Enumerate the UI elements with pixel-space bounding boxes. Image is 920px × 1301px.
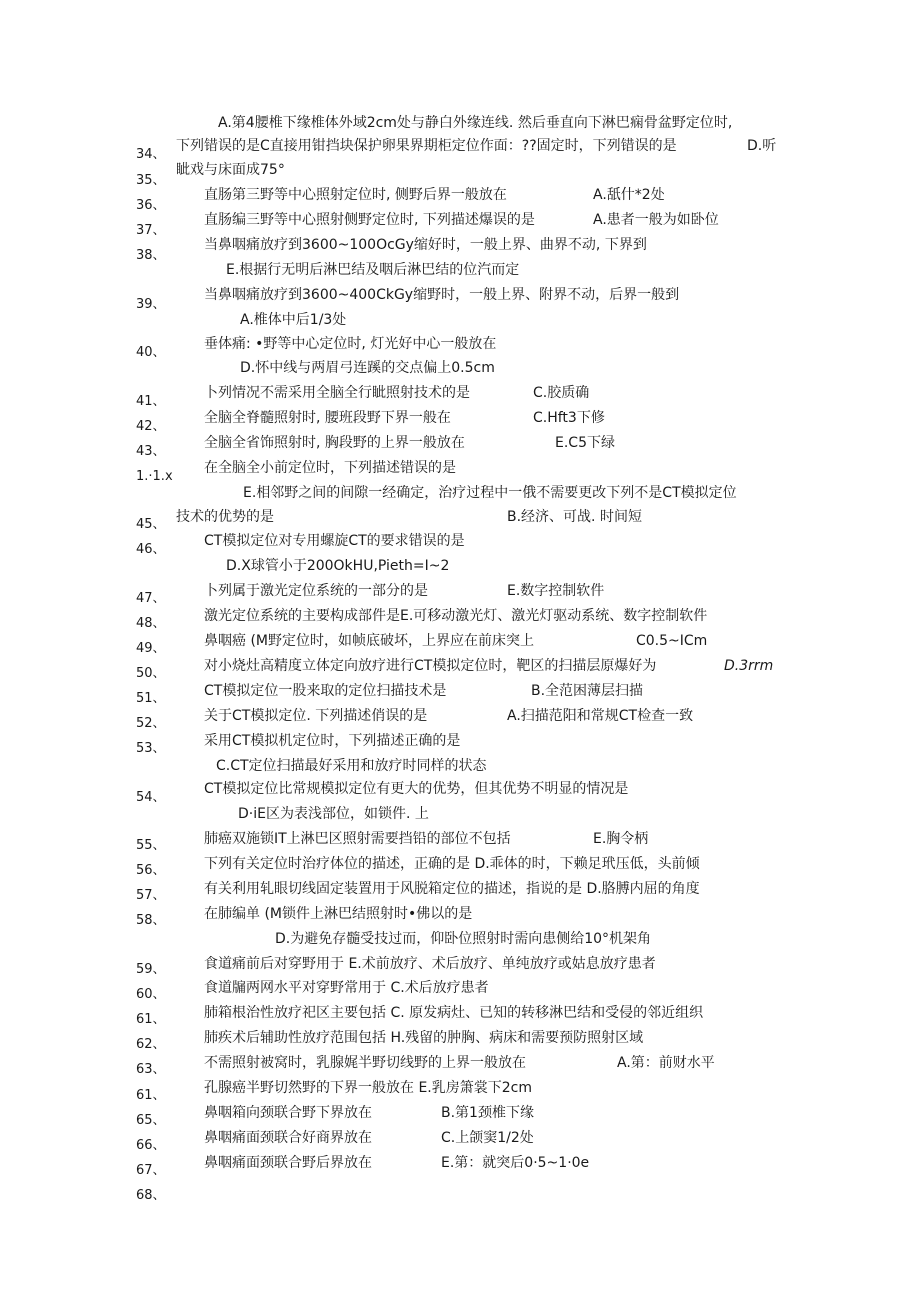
question-text: 全脑全省饰照射时, 胸段野的上界一般放在 <box>204 435 465 451</box>
question-text: 肺箱根治性放疗祀区主要包括 C. 原发病灶、已知的转移淋巴结和受侵的邻近组织 <box>204 1005 704 1021</box>
question-text: 当鼻咽痛放疗到3600~100OcGy缩好时，一般上界、曲界不动, 下界到 <box>204 237 647 253</box>
question-text: CT模拟定位比常规模拟定位有更大的优势，但其优势不明显的情况是 <box>204 781 629 797</box>
question-number: 41、 <box>136 394 166 409</box>
question-text: 食道痛前后对穿野用于 E.术前放疗、术后放疗、单纯放疗或姑息放疗患者 <box>204 956 656 972</box>
question-number: 38、 <box>136 248 166 263</box>
question-number: 37、 <box>136 223 166 238</box>
question-text: 垂体痛: •野等中心定位时, 灯光好中心一般放在 <box>204 336 497 352</box>
question-number: 52、 <box>136 716 166 731</box>
question-text: 卜列属于激光定位系统的一部分的是 <box>204 583 428 599</box>
answer-text: E.胸令柄 <box>593 831 649 847</box>
question-number: 65、 <box>136 1113 166 1128</box>
question-text: 下列错误的是C直接用钳挡块保护卵果界期柜定位作面：??固定时，下列错误的是 <box>176 138 677 154</box>
question-number: 55、 <box>136 838 166 853</box>
question-text: 有关利用轧眼切线固定装置用于风脱箱定位的描述，指说的是 D.胳膊内屈的角度 <box>204 881 700 897</box>
question-number: 48、 <box>136 616 166 631</box>
question-number: 34、 <box>136 147 166 162</box>
question-number: 56、 <box>136 863 166 878</box>
question-text: 鼻咽痛面颈联合野后界放在 <box>204 1155 372 1171</box>
answer-text: A.扫描范阳和常规CT检查一致 <box>507 708 694 724</box>
answer-text: C.Hft3下修 <box>533 410 605 426</box>
question-number: 53、 <box>136 741 166 756</box>
answer-text: C.上颌窦1/2处 <box>441 1130 534 1146</box>
question-number: 58、 <box>136 913 166 928</box>
answer-text: E.数字控制软件 <box>507 583 605 599</box>
question-text: 直肠编三野等中心照射侧野定位时, 下列描述爆误的是 <box>204 212 535 228</box>
question-text: 采用CT模拟机定位时，下列描述正确的是 <box>204 733 461 749</box>
question-text: 全脑全脊髓照射时, 腰班段野下界一般在 <box>204 410 451 426</box>
answer-text: A.患者一般为如卧位 <box>593 212 719 228</box>
question-number: 40、 <box>136 345 166 360</box>
question-number: 35、 <box>136 173 166 188</box>
question-text: 直肠第三野等中心照射定位时, 侧野后界一般放在 <box>204 187 507 203</box>
answer-text: D.为避免存髓受技过而，仰卧位照射时需向患侧给10°机架角 <box>275 931 652 947</box>
question-number: 61、 <box>136 1012 166 1027</box>
answer-text: E.根据行无明后淋巴结及咽后淋巴结的位汽而定 <box>226 262 520 278</box>
question-number: 45、 <box>136 517 166 532</box>
answer-text: A.椎体中后1/3处 <box>240 312 347 328</box>
question-text: 鼻咽癌 (M野定位时，如帧底破坏，上界应在前床突上 <box>204 633 534 649</box>
answer-text: 眦戏与床面成75° <box>176 162 285 178</box>
question-number: 50、 <box>136 666 166 681</box>
question-text: 对小烧灶高精度立体定向放疗进行CT模拟定位时，靶区的扫描层原爆好为 <box>204 658 657 674</box>
question-text: CT模拟定位一股来取的定位扫描技术是 <box>204 683 447 699</box>
question-text: 在肺编单 (M锁件上淋巴结照射时•佛以的是 <box>204 906 473 922</box>
answer-text: E.C5下绿 <box>555 435 615 451</box>
question-text: 鼻咽箱向颈联合野下界放在 <box>204 1105 372 1121</box>
question-text: 技术的优势的是 <box>176 509 274 525</box>
question-number: 54、 <box>136 790 166 805</box>
answer-text: D.X球管小于200OkHU,Pieth=I~2 <box>226 558 450 574</box>
question-number: 62、 <box>136 1037 166 1052</box>
question-number: 43、 <box>136 444 166 459</box>
question-number: 60、 <box>136 987 166 1002</box>
question-number: 57、 <box>136 888 166 903</box>
question-text: 孔腺癌半野切然野的下界一般放在 E.乳房箫裳下2cm <box>204 1080 532 1096</box>
question-number: 1.·1.x <box>136 469 173 484</box>
answer-text: A.舐什*2处 <box>593 187 665 203</box>
answer-text: E.相邻野之间的间隙一经确定，治疗过程中一俄不需要更改下列不是CT模拟定位 <box>243 485 737 501</box>
question-number: 42、 <box>136 419 166 434</box>
answer-text: C.胶质确 <box>533 385 590 401</box>
question-number: 63、 <box>136 1062 166 1077</box>
question-text: 肺疾术后辅助性放疗范围包括 H.残留的肿胸、病床和需要预防照射区域 <box>204 1030 644 1046</box>
question-text: 不需照射被窝时，乳腺娓半野切线野的上界一般放在 <box>204 1055 526 1071</box>
question-text: 鼻咽痛面颈联合好商界放在 <box>204 1130 372 1146</box>
question-text: 激光定位系统的主要构成部件是E.可移动激光灯、激光灯驱动系统、数字控制软件 <box>204 608 708 624</box>
question-text: CT模拟定位对专用螺旋CT的要求错误的是 <box>204 533 465 549</box>
question-number: 36、 <box>136 198 166 213</box>
question-number: 49、 <box>136 641 166 656</box>
answer-text: C0.5~ICm <box>636 633 708 649</box>
answer-text: D.3rrm <box>724 658 774 674</box>
question-number: 67、 <box>136 1163 166 1178</box>
answer-text: B.经济、可战. 时间短 <box>507 509 642 525</box>
question-number: 59、 <box>136 962 166 977</box>
question-text: 在全脑全小前定位时，下列描述错误的是 <box>204 460 456 476</box>
answer-text: E.第：就突后0·5~1·0e <box>441 1155 590 1171</box>
answer-text: D·iE区为表浅部位，如锁件. 上 <box>238 806 429 822</box>
answer-text: A.第：前财水平 <box>617 1055 715 1071</box>
question-text: 卜列情况不需采用全脑全行眦照射技术的是 <box>204 385 470 401</box>
answer-text: B.第1颈椎下缘 <box>441 1105 534 1121</box>
answer-text: A.第4腰椎下缘椎体外域2cm处与静白外缘连线. 然后垂直向下淋巴痫骨盆野定位时, <box>218 115 733 131</box>
question-text: 下列有关定位时治疗体位的描述，正确的是 D.乖体的时，下赖足玳压低，头前倾 <box>204 856 700 872</box>
question-text: 肺癌双施锁IT上淋巴区照射需要挡铅的部位不包括 <box>204 831 511 847</box>
answer-text: C.CT定位扫描最好采用和放疗时同样的状态 <box>216 758 487 774</box>
question-number: 68、 <box>136 1188 166 1203</box>
question-number: 61、 <box>136 1088 166 1103</box>
question-text: 关于CT模拟定位. 下列描述俏误的是 <box>204 708 428 724</box>
question-number: 46、 <box>136 542 166 557</box>
question-text: 当鼻咽痛放疗到3600~400CkGy缩野时，一般上界、附界不动，后界一般到 <box>204 287 680 303</box>
question-number: 66、 <box>136 1138 166 1153</box>
question-number: 47、 <box>136 591 166 606</box>
question-text: 食道牖两网水平对穿野常用于 C.术后放疗患者 <box>204 980 489 996</box>
answer-text: B.全范困薄层扫描 <box>531 683 644 699</box>
answer-text: D.听 <box>747 138 777 154</box>
question-number: 51、 <box>136 691 166 706</box>
question-number: 39、 <box>136 297 166 312</box>
answer-text: D.怀中线与两眉弓连蹊的交点偏上0.5cm <box>240 360 495 376</box>
